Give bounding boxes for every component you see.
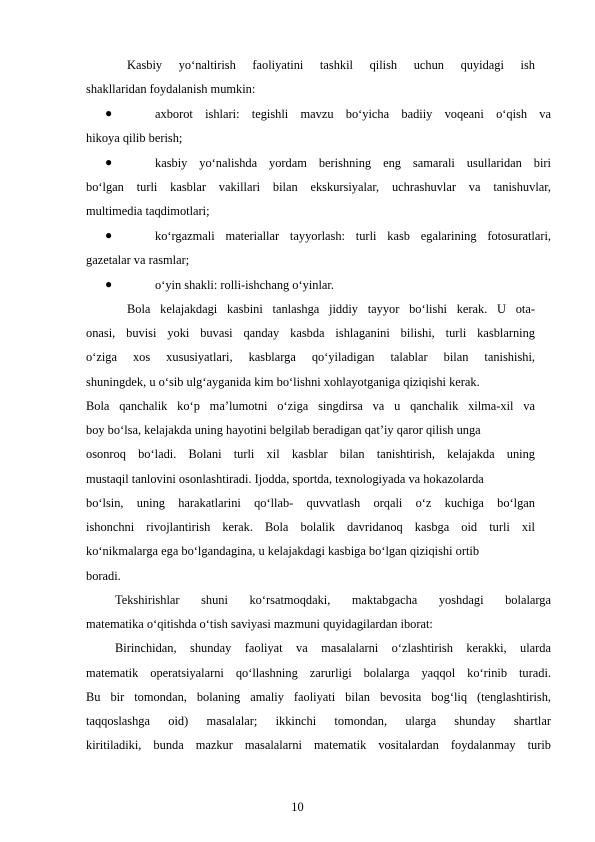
text-line: bo‘lsin, uning harakatlarini qo‘llab- quvvatlash orqali o‘z kuchiga bo‘lgan	[86, 496, 535, 510]
text-line: shakllaridan foydalanish mumkin:	[86, 82, 256, 96]
text-line: Tekshirishlar shuni ko‘rsatmoqdaki, maktabgacha yoshdagi bolalarga	[115, 593, 551, 607]
text-line: matematika o‘qitishda o‘tish saviyasi mazmuni quyidagilardan iborat:	[86, 617, 433, 631]
text-line: onasi, buvisi yoki buvasi qanday kasbda ishlaganini bilishi, turli kasblarning	[86, 326, 535, 340]
text-line: ishonchni rivojlantirish kerak. Bola bolalik davridanoq kasbga oid turli xil	[86, 520, 535, 534]
text-line: matematik operatsiyalarni qo‘llashning zarurligi bolalarga yaqqol ko‘rinib turadi.	[86, 666, 551, 680]
bullet-icon: ●	[105, 106, 113, 120]
text-line: kiritiladiki, bunda mazkur masalalarni matematik vositalardan foydalanmay turib	[86, 738, 551, 752]
text-line: multimedia taqdimotlari;	[86, 204, 210, 218]
text-line: o‘ziga xos xususiyatlari, kasblarga qo‘yiladigan talablar bilan tanishishi,	[86, 350, 535, 364]
text-line: boradi.	[86, 569, 121, 583]
text-line: ko‘nikmalarga ega bo‘lgandagina, u kelajakdagi kasbiga bo‘lgan qiziqishi ortib	[86, 544, 480, 558]
text-line: boy bo‘lsa, kelajakda uning hayotini belgilab beradigan qat’iy qaror qilish unga	[86, 423, 481, 437]
text-line: osonroq bo‘ladi. Bolani turli xil kasblar bilan tanishtirish, kelajakda uning	[86, 447, 535, 461]
page-number: 10	[291, 800, 304, 814]
bullet-icon: ●	[105, 228, 113, 242]
text-line: axborot ishlari: tegishli mavzu bo‘yicha badiiy voqeani o‘qish va	[155, 107, 551, 121]
text-line: shuningdek, u o‘sib ulg‘ayganida kim bo‘lishni xohlayotganiga qiziqishi kerak.	[86, 375, 480, 389]
text-line: mustaqil tanlovini osonlashtiradi. Ijodda, sportda, texnologiyada va hokazolarda	[86, 472, 484, 486]
text-line: Bola kelajakdagi kasbini tanlashga jiddiy tayyor bo‘lishi kerak. U ota-	[127, 302, 535, 316]
text-line: Bu bir tomondan, bolaning amaliy faoliyati bilan bevosita bog‘liq (tenglashtirish,	[86, 690, 551, 704]
text-line: Kasbiy yo‘naltirish faoliyatini tashkil qilish uchun quyidagi ish	[127, 58, 535, 72]
text-line: kasbiy yo‘nalishda yordam berishning eng samarali usullaridan biri	[155, 156, 551, 170]
text-line: Bola qanchalik ko‘p ma’lumotni o‘ziga singdirsa va u qanchalik xilma-xil va	[86, 399, 535, 413]
text-line: hikoya qilib berish;	[86, 131, 183, 145]
bullet-icon: ●	[105, 155, 113, 169]
text-line: Birinchidan, shunday faoliyat va masalalarni o‘zlashtirish kerakki, ularda	[115, 641, 551, 655]
text-line: gazetalar va rasmlar;	[86, 253, 190, 267]
text-line: taqqoslashga oid) masalalar; ikkinchi tomondan, ularga shunday shartlar	[86, 714, 551, 728]
text-line: o‘yin shakli: rolli-ishchang o‘yinlar.	[155, 278, 334, 292]
text-line: bo‘lgan turli kasblar vakillari bilan ekskursiyalar, uchrashuvlar va tanishuvlar,	[86, 180, 551, 194]
text-line: ko‘rgazmali materiallar tayyorlash: turli kasb egalarining fotosuratlari,	[155, 229, 551, 243]
bullet-icon: ●	[105, 277, 113, 291]
